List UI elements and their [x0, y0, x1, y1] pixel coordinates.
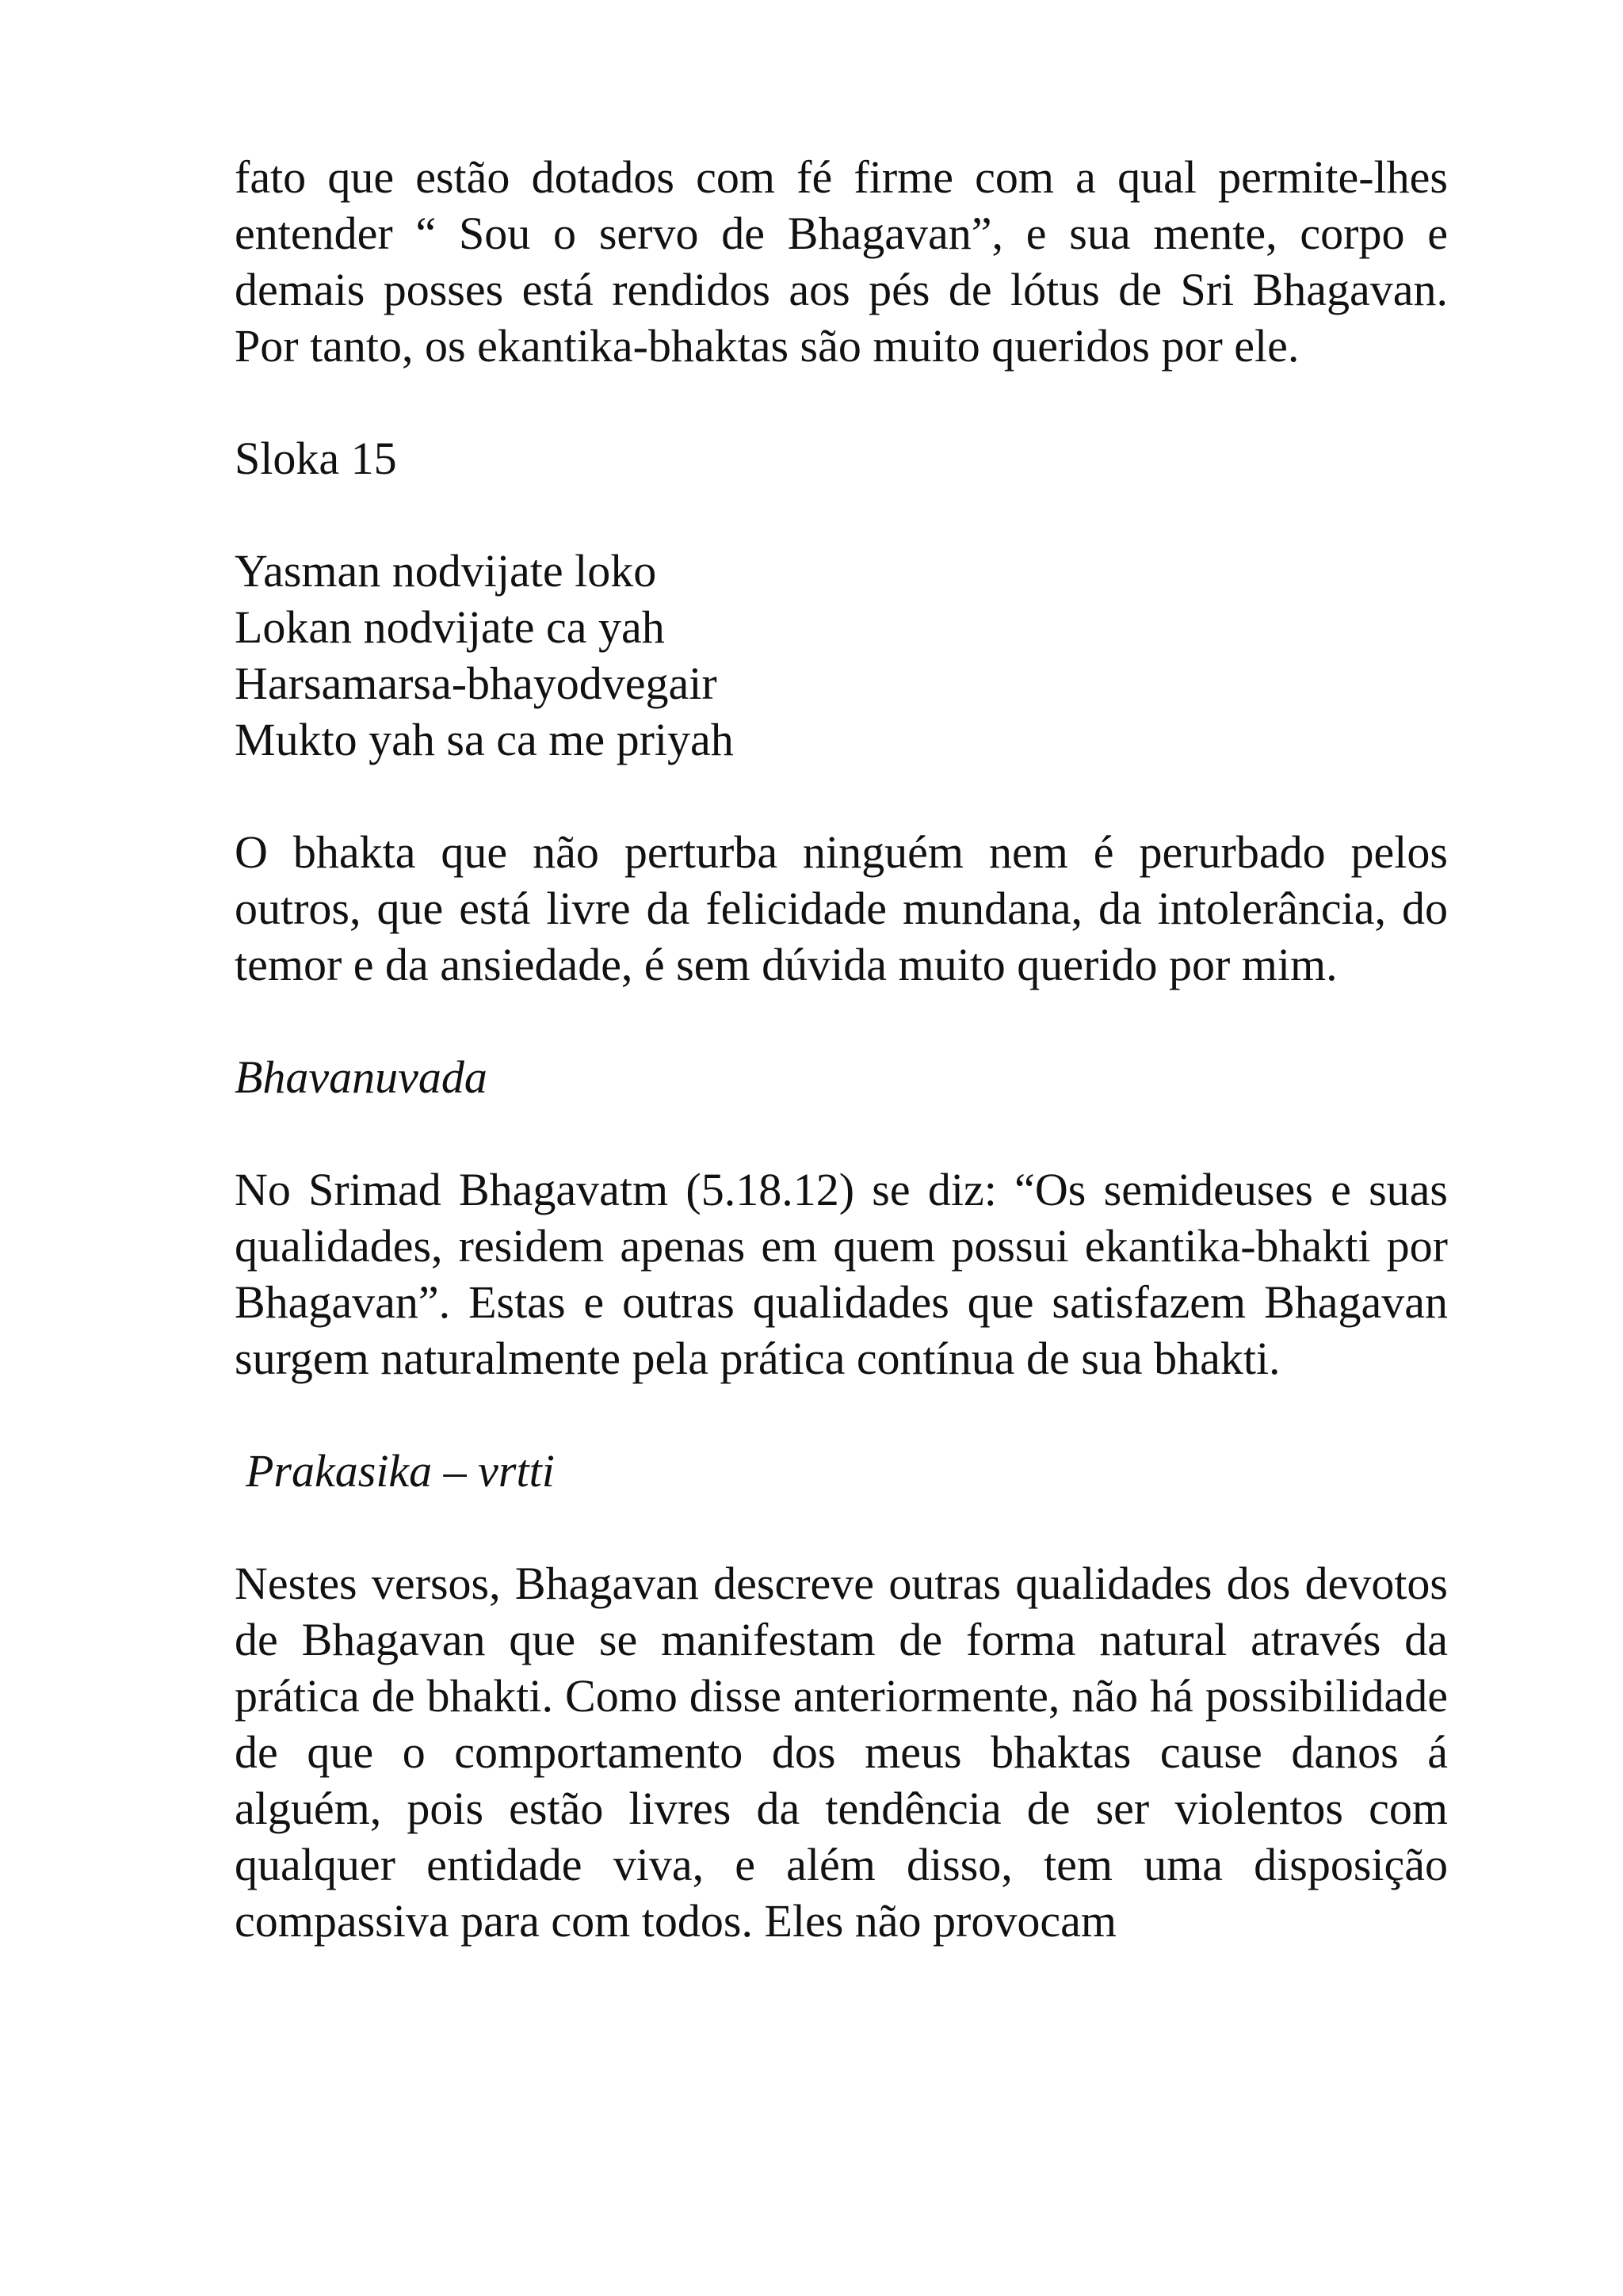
- prakasika-paragraph: Nestes versos, Bhagavan descreve outras qualidades dos devotos de Bhagavan que se manifestam de forma natural através da prática de bhakti. Como disse anteriormente, não há possibilidade de que o comportamento dos meus bhaktas cause danos á alguém, pois estão livres da tendência de ser violentos com qualquer entidade viva, e além disso, tem uma disposição compassiva para com todos. Eles não provocam: [235, 1558, 1448, 1947]
- bhavanuvada-paragraph: No Srimad Bhagavatm (5.18.12) se diz: “Os semideuses e suas qualidades, residem apenas em quem possui ekantika-bhakti por Bhagavan”. Estas e outras qualidades que satisfazem Bhagavan surgem naturalmente pela prática contínua de sua bhakti.: [235, 1164, 1448, 1384]
- translation-paragraph: O bhakta que não perturba ninguém nem é perurbado pelos outros, que está livre da felicidade mundana, da intolerância, do temor e da ansiedade, é sem dúvida muito querido por mim.: [235, 826, 1448, 990]
- sloka-verse: [235, 543, 1448, 768]
- bhavanuvada-heading: Bhavanuvada: [235, 1051, 487, 1103]
- intro-paragraph: fato que estão dotados com fé firme com a qual permite-lhes entender “ Sou o servo de Bhagavan”, e sua mente, corpo e demais posses está rendidos aos pés de lótus de Sri Bhagavan. Por tanto, os ekantika-bhaktas são muito queridos por ele.: [235, 151, 1448, 372]
- document-page: [235, 149, 1448, 2005]
- verse-line: Lokan nodvijate ca yah: [235, 601, 665, 653]
- prakasika-heading: Prakasika – vrtti: [246, 1445, 555, 1497]
- verse-line: Harsamarsa-bhayodvegair: [235, 658, 717, 709]
- verse-line: Mukto yah sa ca me priyah: [235, 714, 734, 765]
- sloka-heading: Sloka 15: [235, 433, 397, 484]
- verse-line: Yasman nodvijate loko: [235, 545, 657, 597]
